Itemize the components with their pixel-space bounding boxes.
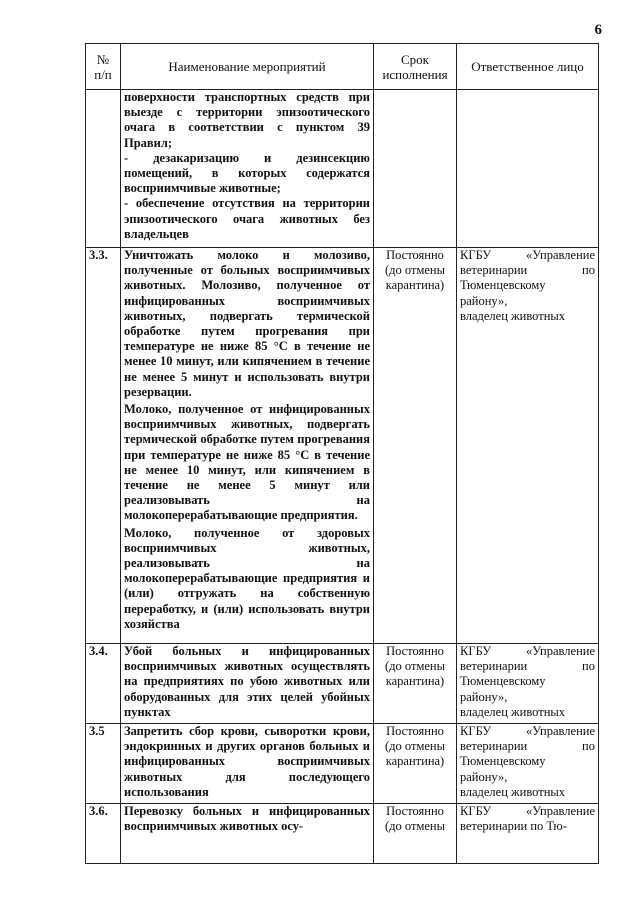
measure-paragraph: Убой больных и инфицированных восприимчивых животных осуществлять на предприятиях по убою животных или оборудованных для этих целей убойных пунктах: [124, 644, 370, 719]
table-header-row: [86, 44, 599, 90]
measure-paragraph: Молоко, полученное от здоровых восприимчивых животных, реализовывать на молокоперерабатывающие предприятия и (или) отгружать на собственную переработку, и (или) использовать внутри хозяйства: [124, 525, 370, 631]
responsible-organization: КГБУ «Управление ветеринарии по Тюменцевскому району»,: [460, 248, 595, 308]
measure-description: [121, 804, 374, 864]
page-number: 6: [594, 22, 602, 38]
measure-description: [121, 724, 374, 804]
responsible-owner: владелец животных: [460, 308, 566, 323]
responsible-person: [457, 248, 599, 644]
responsible-organization: КГБУ «Управление ветеринарии по Тюменцевскому району»,: [460, 644, 595, 704]
execution-term: Постоянно (до отмены карантина): [374, 248, 457, 644]
responsible-person: [457, 90, 599, 248]
row-number: 3.6.: [86, 804, 121, 864]
measure-description: [121, 644, 374, 724]
row-number: 3.4.: [86, 644, 121, 724]
execution-term: Постоянно (до отмены карантина): [374, 724, 457, 804]
measure-paragraph: Перевозку больных и инфицированных восприимчивых животных осу-: [124, 804, 370, 834]
table-row: [86, 90, 599, 248]
header-term: Срок исполнения: [374, 44, 457, 90]
header-responsible: Ответственное лицо: [457, 44, 599, 90]
measure-paragraph: Уничтожать молоко и молозиво, полученные от больных восприимчивых животных. Молозиво, полученное от инфицированных восприимчивых животных, подвергать термической обработке путем прогревания при температуре не ниже 85 °С в течение не менее 10 минут, или кипячением в течение не менее 5 минут и использовать внутри резервации.: [124, 248, 370, 399]
measure-paragraph: поверхности транспортных средств при выезде с территории эпизоотического очага в соответствии с пунктом 39 Правил; - дезакаризацию и дезинсекцию помещений, в которых содержатся восприимчивые животные; - обеспечение отсутствия на территории эпизоотического очага животных без владельцев: [124, 90, 370, 241]
execution-term: [374, 90, 457, 248]
table-row: [86, 724, 599, 804]
responsible-owner: владелец животных: [460, 704, 566, 719]
row-number: 3.3.: [86, 248, 121, 644]
execution-term: Постоянно (до отмены карантина): [374, 644, 457, 724]
row-number: [86, 90, 121, 248]
execution-term: Постоянно (до отмены: [374, 804, 457, 864]
responsible-owner: владелец животных: [460, 784, 566, 799]
responsible-person: [457, 644, 599, 724]
table-body: [86, 90, 599, 864]
measure-paragraph: Запретить сбор крови, сыворотки крови, эндокринных и других органов больных и инфицированных восприимчивых животных для последующего использования: [124, 724, 370, 799]
measure-description: [121, 90, 374, 248]
responsible-person: [457, 804, 599, 864]
responsible-organization: КГБУ «Управление ветеринарии по Тю-: [460, 804, 595, 834]
responsible-organization: КГБУ «Управление ветеринарии по Тюменцевскому району»,: [460, 724, 595, 784]
table-row: [86, 248, 599, 644]
header-num: № п/п: [86, 44, 121, 90]
measures-table: [85, 43, 599, 864]
header-name: Наименование мероприятий: [121, 44, 374, 90]
row-number: 3.5: [86, 724, 121, 804]
table-row: [86, 644, 599, 724]
measure-description: [121, 248, 374, 644]
responsible-person: [457, 724, 599, 804]
measure-paragraph: Молоко, полученное от инфицированных восприимчивых животных, подвергать термической обработке путем прогревания при температуре не ниже 85 °С в течение не менее 10 минут, или кипячением в течение не менее 5 минут или реализовывать на молокоперерабатывающие предприятия.: [124, 402, 370, 523]
table-row: [86, 804, 599, 864]
